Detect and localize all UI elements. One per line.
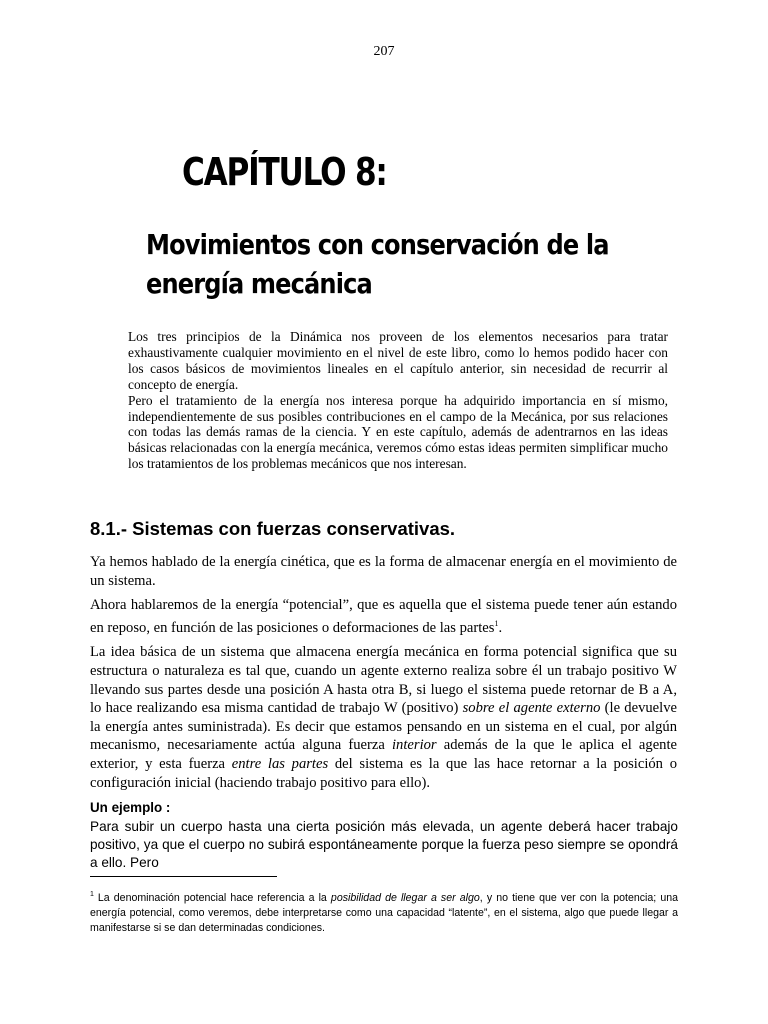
example-label: Un ejemplo : (90, 800, 171, 815)
body-text-run: . (498, 619, 503, 636)
footnote (90, 887, 678, 936)
body-paragraph: Ya hemos hablado de la energía cinética, que es la forma de almacenar energía en el movimiento de un sistema. (90, 554, 677, 589)
footnote-number: 1 (90, 891, 94, 898)
chapter-introduction (128, 329, 668, 472)
footnote-reference[interactable]: 1 (494, 618, 499, 628)
body-text-run: La idea básica de un sistema que almacena energía mecánica en forma potencial significa que su estructura o naturaleza es tal que, cuando un agente externo realiza sobre él un trabajo positivo W llevando sus partes desde una posición A hasta otra B, si luego el sistema puede retornar de B a A, lo hace realizando esa misma cantidad de trabajo W (positivo) (90, 644, 677, 717)
emphasis-text: entre las partes (231, 755, 329, 772)
body-paragraph (90, 596, 677, 637)
footnote-text: , y no tiene que ver con la potencia; una energía potencial, como veremos, debe interpretarse como una capacidad “latente”, en el sistema, algo que puede llegar a manifestarse si se dan determinadas condiciones. (90, 892, 678, 934)
section-heading: 8.1.- Sistemas con fuerzas conservativas. (90, 518, 456, 539)
page-number: 207 (373, 44, 395, 59)
emphasis-text: interior (392, 737, 437, 754)
footnote-divider (90, 876, 277, 877)
emphasis-text: sobre el agente externo (462, 700, 601, 717)
section-body (90, 553, 677, 798)
footnote-text: La denominación potencial hace referencia a la (97, 892, 331, 904)
body-text-run: (le devuelve la energía antes suministrada). Es decir que estamos pensando en un sistema en el cual, por algún mecanismo, necesariamente actúa alguna fuerza (90, 700, 677, 754)
intro-paragraph: Los tres principios de la Dinámica nos proveen de los elementos necesarios para tratar exhaustivamente cualquier movimiento en el nivel de este libro, como lo hemos podido hacer con los casos básicos de movimientos lineales en el capítulo anterior, sin necesidad de recurrir al concepto de energía. (128, 329, 668, 392)
chapter-subtitle: Movimientos con conservación de la energía mecánica (146, 228, 609, 300)
chapter-title: CAPÍTULO 8: (182, 150, 387, 194)
intro-paragraph: Pero el tratamiento de la energía nos interesa porque ha adquirido importancia en sí mismo, independientemente de sus posibles contribuciones en el campo de la Mecánica, por sus relaciones con todas las demás ramas de la ciencia. Y en este capítulo, además de adentrarnos en las ideas básicas relacionadas con la energía mecánica, veremos cómo estas ideas permiten simplificar mucho los tratamientos de los problemas mecánicos que nos interesan. (128, 392, 668, 472)
body-text-run: además de la que le aplica el agente exterior, y esta fuerza (90, 737, 678, 772)
example-text: Para subir un cuerpo hasta una cierta posición más elevada, un agente deberá hacer trabajo positivo, ya que el cuerpo no subirá espontáneamente porque la fuerza peso siempre se opondrá a ello. Pero (90, 819, 678, 870)
body-paragraph (90, 643, 677, 792)
body-text-run: del sistema es la que las hace retornar a la posición o configuración inicial (haciendo trabajo positivo para ello). (90, 755, 677, 791)
body-text-run: Ahora hablaremos de la energía “potencial”, que es aquella que el sistema puede tener aún estando en reposo, en función de las posiciones o deformaciones de las partes (90, 597, 677, 636)
footnote-emphasis: posibilidad de llegar a ser algo (330, 892, 480, 904)
